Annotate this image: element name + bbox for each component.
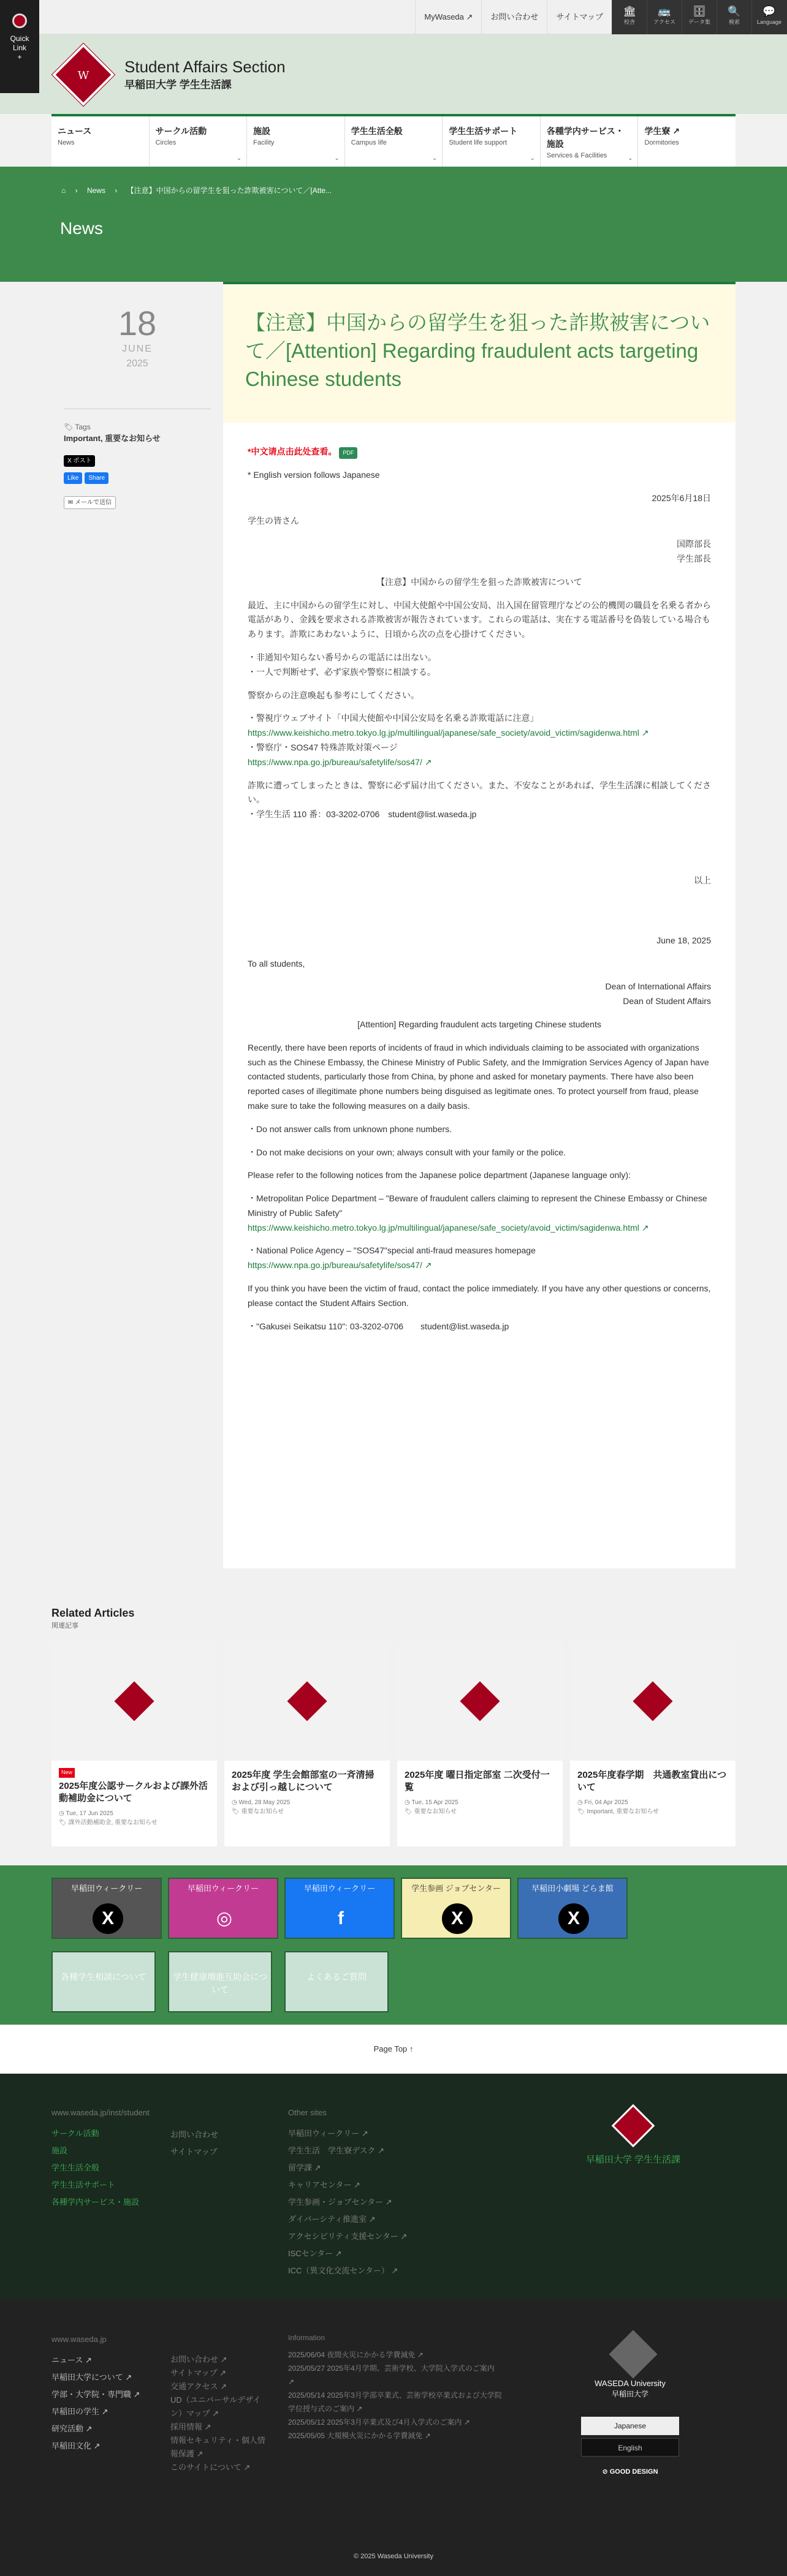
- footer-contact-link[interactable]: お問い合わせ: [170, 2130, 219, 2139]
- waseda-diamond-icon: [460, 1681, 500, 1721]
- tag-icon: 🏷: [232, 1808, 241, 1815]
- footer-external-link[interactable]: ISCセンター ↗: [288, 2249, 342, 2258]
- footer-logo-icon[interactable]: [612, 2104, 655, 2148]
- heading-en: [Attention] Regarding fraudulent acts targeting Chinese students: [357, 1019, 601, 1029]
- bullet-jp-2: ・一人で判断せず、必ず家族や警察に相談する。: [248, 667, 436, 677]
- sitemap-link[interactable]: サイトマップ: [547, 0, 612, 34]
- related-card[interactable]: 2025年度 曜日指定部室 二次受付一覧 ◷ Tue, 15 Apr 2025 🏷 重要なお知らせ: [397, 1642, 563, 1846]
- police-jp-1: ・警視庁ウェブサイト「中国大使館や中国公安局を名乗る詐欺電話に注意」: [248, 713, 539, 723]
- bullet-en-2: ・Do not make decisions on your own; always consult with your family or the police.: [248, 1147, 566, 1157]
- copyright: © 2025 Waseda University: [354, 2553, 433, 2560]
- greeting-jp: 学生の皆さん: [248, 516, 299, 526]
- footer-link[interactable]: 学部・大学院・専門職 ↗: [51, 2390, 140, 2399]
- tags-label: Tags: [75, 423, 91, 431]
- language-icon: 💬: [762, 6, 776, 17]
- footer-external-link[interactable]: ダイバーシティ推進室 ↗: [288, 2215, 376, 2224]
- chinese-version-link[interactable]: *中文请点击此处查看。: [248, 447, 337, 456]
- email-share-button[interactable]: ✉ メールで送信: [64, 496, 116, 509]
- footer-link[interactable]: 早稲田の学生 ↗: [51, 2407, 108, 2416]
- article-title: 【注意】中国からの留学生を狙った詐欺被害について／[Attention] Regarding fraudulent acts targeting Chinese students: [245, 311, 710, 391]
- toolbar-search-button[interactable]: 🔍 検索: [717, 0, 751, 34]
- banner-weekly-instagram[interactable]: 早稲田ウィークリー ◎: [168, 1878, 278, 1939]
- card-title: 2025年度春学期 共通教室貸出について: [577, 1770, 727, 1793]
- article-container: [51, 282, 736, 1568]
- access-icon: 🚌: [658, 6, 671, 17]
- card-image: [224, 1642, 390, 1761]
- contact-jp-2: ・学生生活 110 番：03-3202-0706 student@list.waseda.jp: [248, 809, 477, 820]
- footer-brand: 早稲田大学 学生生活課: [585, 2155, 681, 2165]
- footer-university: [0, 2300, 787, 2576]
- greeting-en: To all students,: [248, 958, 305, 969]
- facebook-like-button[interactable]: Like: [64, 472, 82, 484]
- related-card[interactable]: 2025年度春学期 共通教室貸出について ◷ Fri, 04 Apr 2025 🏷 Important, 重要なお知らせ: [570, 1642, 736, 1846]
- footer-site: [0, 2074, 787, 2300]
- footer-link[interactable]: 交通アクセス ↗: [170, 2382, 227, 2391]
- footer-external-link[interactable]: 学生参画・ジョブセンター ↗: [288, 2197, 392, 2207]
- footer-external-link[interactable]: 早稲田ウィークリー ↗: [288, 2129, 368, 2138]
- footer-sitemap-link[interactable]: サイトマップ: [170, 2147, 218, 2156]
- footer-link[interactable]: 情報セキュリティ・個人情報保護 ↗: [170, 2436, 265, 2458]
- clock-icon: ◷: [232, 1799, 239, 1806]
- quick-link-button[interactable]: [0, 0, 39, 93]
- footer-link[interactable]: サイトマップ ↗: [170, 2368, 227, 2378]
- footer-external-link[interactable]: キャリアセンター ↗: [288, 2180, 360, 2189]
- clock-icon: ◷: [405, 1799, 412, 1806]
- nav-circles[interactable]: サークル活動 Circles ⌄: [150, 116, 248, 167]
- hero-banner: [0, 167, 787, 282]
- information-heading: Information: [288, 2333, 325, 2342]
- top-bar: [0, 0, 787, 34]
- footer-external-link[interactable]: 学生生活 学生寮デスク ↗: [288, 2146, 384, 2155]
- paragraph-jp-1: 最近、主に中国からの留学生に対し、中国大使館や中国公安局、出入国在留管理庁などの公的機関の職員を名乗る者から電話があり、金銭を要求される詐欺被害が報告されています。これらの電話は、実在する電話番号を偽装している場合もあります。詐欺にあわないように、日頃から次の点を心掛けてください。: [248, 600, 711, 640]
- breadcrumb-sep: ›: [115, 186, 118, 195]
- article-content: [223, 282, 736, 1568]
- contact-link[interactable]: お問い合わせ: [481, 0, 547, 34]
- tags-section: [51, 409, 223, 521]
- footer-link[interactable]: お問い合わせ ↗: [170, 2355, 227, 2364]
- x-icon: X: [93, 1903, 123, 1934]
- police-en-2: ・National Police Agency – "SOS47"special anti-fraud measures homepage: [248, 1245, 536, 1256]
- site-subtitle: 早稲田大学 学生生活課: [124, 79, 232, 91]
- footer-link[interactable]: 早稲田大学について ↗: [51, 2373, 132, 2382]
- page-title: News: [60, 219, 104, 238]
- nav-news[interactable]: ニュース News: [51, 116, 150, 167]
- date-en: June 18, 2025: [656, 935, 711, 945]
- heading-jp: 【注意】中国からの留学生を狙った詐欺被害について: [376, 576, 582, 587]
- bullet-jp-1: ・非通知や知らない番号からの電話には出ない。: [248, 652, 436, 662]
- good-design-badge: ⊘ GOOD DESIGN: [602, 2468, 658, 2476]
- banner-section: [0, 1865, 787, 2025]
- breadcrumb-sep: ›: [75, 186, 78, 195]
- refer-jp: 警察からの注意喚起も参考にしてください。: [248, 690, 419, 700]
- nav-dormitories[interactable]: 学生寮 ↗ Dormitories: [644, 126, 680, 146]
- good-design-icon: ⊘: [602, 2468, 610, 2476]
- site-logo[interactable]: [51, 43, 115, 107]
- card-title: 2025年度 曜日指定部室 二次受付一覧: [405, 1770, 550, 1793]
- waseda-diamond-icon: [287, 1681, 327, 1721]
- language-japanese-button[interactable]: Japanese: [581, 2417, 679, 2435]
- footer-external-link[interactable]: アクセシビリティ支援センター ↗: [288, 2232, 408, 2241]
- police-en-1: ・Metropolitan Police Department – "Beware of fraudulent callers claiming to represent the Chinese Embassy or Chinese Ministry of Public Safety": [248, 1193, 707, 1218]
- banner-student-consultation[interactable]: 各種学生相談について: [51, 1951, 156, 2012]
- waseda-diamond-icon: [633, 1681, 672, 1721]
- toolbar: [612, 0, 787, 34]
- building-icon: 🏛: [623, 6, 636, 17]
- footer-link[interactable]: 早稲田文化 ↗: [51, 2441, 101, 2450]
- refer-en: Please refer to the following notices from the Japanese police department (Japanese language only):: [248, 1170, 631, 1180]
- tags-value[interactable]: Important, 重要なお知らせ: [64, 434, 161, 443]
- footer-link[interactable]: 学生生活サポート: [51, 2180, 116, 2189]
- database-icon: 🗄: [693, 6, 706, 17]
- info-link[interactable]: 2025/05/12 2025年3月卒業式及び4月入学式のご案内 ↗: [288, 2418, 470, 2427]
- x-icon: X: [558, 1903, 589, 1934]
- footer-link[interactable]: 研究活動 ↗: [51, 2424, 93, 2433]
- date-jp: 2025年6月18日: [652, 493, 711, 503]
- english-note: * English version follows Japanese: [248, 469, 380, 480]
- chevron-down-icon: ⌄: [628, 155, 633, 162]
- from-jp-1: 国際部長: [677, 539, 711, 550]
- toolbar-campus-button[interactable]: 🏛 校舎: [612, 0, 647, 34]
- footer-external-link[interactable]: 留学課 ↗: [288, 2163, 321, 2172]
- police-link-1[interactable]: https://www.keishicho.metro.tokyo.lg.jp/multilingual/japanese/safe_society/avoid_victim/sagidenwa.html ↗: [248, 728, 649, 738]
- search-icon: 🔍: [728, 6, 741, 17]
- footer-link[interactable]: このサイトについて ↗: [170, 2463, 251, 2472]
- related-card[interactable]: 2025年度 学生会館部室の一斉清掃および引っ越しについて ◷ Wed, 28 May 2025 🏷 重要なお知らせ: [224, 1642, 390, 1846]
- pdf-badge: PDF: [339, 447, 357, 459]
- banner-job-center-x[interactable]: 学生参画 ジョブセンター X: [401, 1878, 511, 1939]
- article-title-box: [223, 282, 736, 423]
- card-image: [51, 1642, 217, 1761]
- footer-link[interactable]: サークル活動: [51, 2129, 99, 2138]
- info-link[interactable]: 2025/06/04 夜間火災にかかる学費減免 ↗: [288, 2351, 424, 2359]
- x-post-button[interactable]: X ポスト: [64, 455, 95, 467]
- toolbar-data-button[interactable]: 🗄 データ集: [682, 0, 717, 34]
- date-day: 18: [118, 304, 157, 342]
- banner-faq[interactable]: よくあるご質問: [284, 1951, 389, 2012]
- footer-link[interactable]: 学生生活全般: [51, 2163, 100, 2172]
- x-icon: X: [442, 1903, 473, 1934]
- footer-brand-en: WASEDA University: [595, 2379, 666, 2388]
- home-icon[interactable]: ⌂: [61, 186, 66, 195]
- date-month: JUNE: [122, 344, 153, 354]
- related-card[interactable]: New 2025年度公認サークルおよび課外活動補助金について ◷ Tue, 17 Jun 2025 🏷 課外活動補助金, 重要なお知らせ: [51, 1642, 217, 1846]
- footer-external-link[interactable]: ICC（異文化交流センター） ↗: [288, 2266, 398, 2275]
- waseda-diamond-icon: [114, 1681, 154, 1721]
- nav-campus-life[interactable]: 学生生活全般 Campus life ⌄: [345, 116, 443, 167]
- page-top-link[interactable]: Page Top ↑: [0, 2025, 787, 2074]
- breadcrumb-news[interactable]: News: [86, 186, 105, 195]
- breadcrumb-current: 【注意】中国からの留学生を狙った詐欺被害について／[Atte...: [126, 186, 332, 195]
- end-jp: 以上: [694, 875, 711, 885]
- nav-facility[interactable]: 施設 Facility ⌄: [247, 116, 345, 167]
- card-title: 2025年度 学生会館部室の一斉清掃および引っ越しについて: [232, 1770, 374, 1793]
- paragraph-en-1: Recently, there have been reports of incidents of fraud in which individuals claiming to be associated with organizations such as the Chinese Embassy, the Chinese Ministry of Public Safety, and the Immigration Services Agency of Japan have contacted students, particularly those from China, by phone and asked for monetary payments. There have also been reported cases of illegitimate phone numbers being disguised as legitimate ones. To protect yourself from fraud, please make sure to take the following measures on a daily basis.: [248, 1042, 709, 1111]
- card-image: [570, 1642, 736, 1761]
- related-title: Related Articles: [51, 1607, 135, 1619]
- article-body: [223, 423, 736, 1364]
- logo-mark: W: [77, 69, 89, 82]
- banner-weekly-x[interactable]: 早稲田ウィークリー X: [51, 1878, 162, 1939]
- from-en-2: Dean of Student Affairs: [623, 996, 711, 1007]
- banner-health-mutual[interactable]: 学生健康増進互助会について: [168, 1951, 272, 2012]
- new-badge: New: [59, 1768, 75, 1778]
- breadcrumb: [61, 185, 339, 196]
- main-nav: [51, 114, 736, 167]
- chevron-down-icon: ⌄: [334, 155, 340, 162]
- site-header: [0, 34, 787, 114]
- tag-icon: 🏷: [59, 1819, 69, 1826]
- footer-waseda-url[interactable]: www.waseda.jp: [51, 2335, 107, 2344]
- clock-icon: ◷: [577, 1799, 585, 1806]
- info-link[interactable]: 2025/05/27 2025年4月学期、芸術学校、大学院入学式のご案内 ↗: [288, 2364, 495, 2386]
- article-sidebar: [51, 282, 223, 1568]
- banner-weekly-facebook[interactable]: 早稲田ウィークリー f: [284, 1878, 395, 1939]
- footer-link[interactable]: UD（ユニバーサルデザイン）マップ ↗: [170, 2395, 261, 2418]
- info-link[interactable]: 2025/05/05 大規模火災にかかる学費減免 ↗: [288, 2431, 431, 2440]
- card-title: 2025年度公認サークルおよび課外活動補助金について: [59, 1781, 208, 1804]
- bullet-en-1: ・Do not answer calls from unknown phone numbers.: [248, 1124, 452, 1134]
- from-jp-2: 学生部長: [677, 553, 711, 564]
- facebook-icon: f: [338, 1908, 344, 1928]
- toolbar-access-button[interactable]: 🚌 アクセス: [647, 0, 682, 34]
- clock-icon: ◷: [59, 1810, 66, 1817]
- footer-brand-jp: 早稲田大学: [611, 2390, 648, 2398]
- tag-icon: 🏷: [64, 423, 75, 431]
- footer-link[interactable]: 各種学内サービス・施設: [51, 2197, 140, 2207]
- banner-dramakan-x[interactable]: 早稲田小劇場 どらま館 X: [517, 1878, 628, 1939]
- footer-link[interactable]: 施設: [51, 2146, 68, 2155]
- contact-en: If you think you have been the victim of fraud, contact the police immediately. If you have any other questions or concerns, please contact the Student Affairs Section.: [248, 1283, 711, 1308]
- chevron-down-icon: ⌄: [530, 155, 535, 162]
- mywaseda-link[interactable]: MyWaseda ↗: [415, 0, 481, 34]
- mail-icon: ✉: [68, 499, 75, 506]
- chevron-down-icon: ⌄: [432, 155, 438, 162]
- site-title[interactable]: Student Affairs Section: [124, 58, 286, 76]
- related-subtitle: 関連記事: [51, 1622, 78, 1630]
- tag-icon: 🏷: [405, 1808, 414, 1815]
- waseda-logo-icon[interactable]: [609, 2330, 657, 2378]
- card-image: [397, 1642, 563, 1761]
- toolbar-language-button[interactable]: 💬 Language: [751, 0, 786, 34]
- police-jp-2: ・警察庁・SOS47 特殊詐欺対策ページ: [248, 742, 398, 752]
- quick-link-label-2: Link: [12, 43, 26, 52]
- related-articles: [0, 1593, 787, 1865]
- nav-services[interactable]: 各種学内サービス・施設 Services & Facilities ⌄: [541, 116, 639, 167]
- tag-icon: 🏷: [577, 1808, 587, 1815]
- footer-site-url[interactable]: www.waseda.jp/inst/student: [51, 2108, 150, 2117]
- language-english-button[interactable]: English: [581, 2438, 679, 2457]
- plus-icon: +: [17, 53, 22, 61]
- police-en-link-2[interactable]: https://www.npa.go.jp/bureau/safetylife/sos47/ ↗: [248, 1260, 432, 1271]
- quick-link-label: Quick: [10, 34, 29, 43]
- from-en-1: Dean of International Affairs: [605, 981, 711, 992]
- facebook-share-button[interactable]: Share: [85, 472, 108, 484]
- instagram-icon: ◎: [216, 1908, 233, 1928]
- contact-en-2: ・"Gakusei Seikatsu 110": 03-3202-0706 student@list.waseda.jp: [248, 1321, 509, 1331]
- nav-student-support[interactable]: 学生生活サポート Student life support ⌄: [443, 116, 541, 167]
- waseda-shield-icon: [12, 13, 27, 28]
- other-sites-heading: Other sites: [288, 2108, 327, 2117]
- police-link-2[interactable]: https://www.npa.go.jp/bureau/safetylife/sos47/ ↗: [248, 757, 432, 767]
- info-link[interactable]: 2025/05/14 2025年3月学部卒業式、芸術学校卒業式および大学院学位授与式のご案内 ↗: [288, 2391, 502, 2413]
- contact-jp: 詐欺に遭ってしまったときは、警察に必ず届け出てください。また、不安なことがあれば、学生生活課に相談してください。: [248, 780, 711, 805]
- date-box: [64, 282, 211, 409]
- footer-link[interactable]: ニュース ↗: [51, 2355, 92, 2365]
- date-year: 2025: [126, 358, 148, 369]
- police-en-link-1[interactable]: https://www.keishicho.metro.tokyo.lg.jp/multilingual/japanese/safe_society/avoid_victim/sagidenwa.html ↗: [248, 1222, 649, 1233]
- footer-link[interactable]: 採用情報 ↗: [170, 2422, 211, 2431]
- chevron-down-icon: ⌄: [236, 155, 242, 162]
